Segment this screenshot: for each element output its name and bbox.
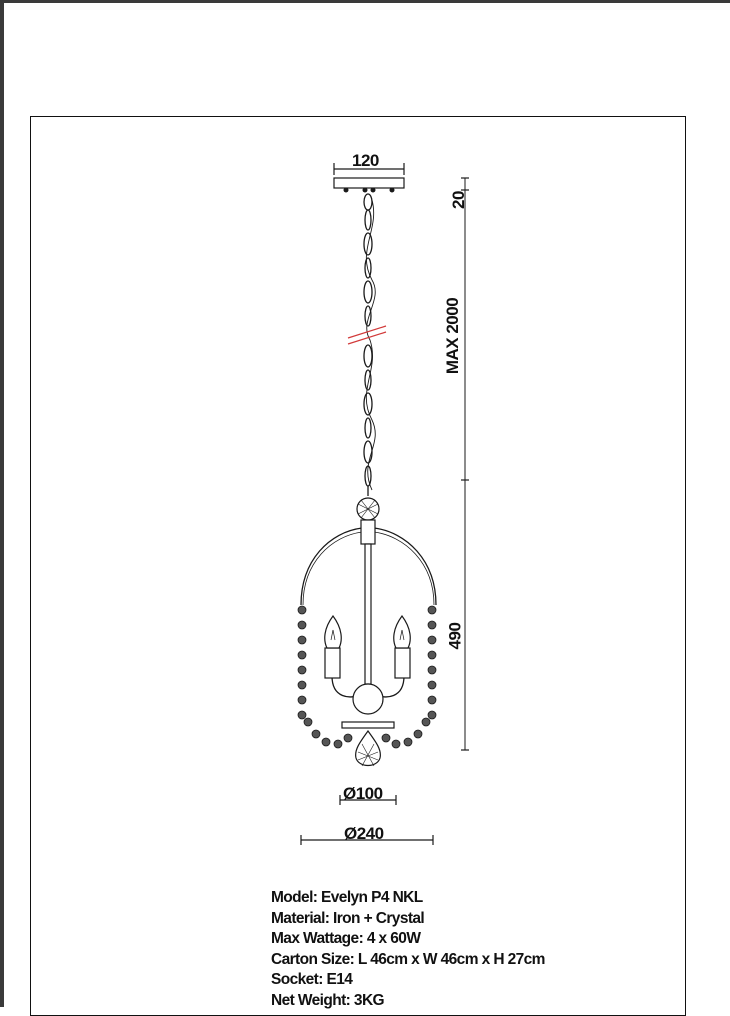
crystal-bead <box>304 718 312 726</box>
crystal-bead <box>298 636 306 644</box>
left-bulb-icon <box>325 616 341 648</box>
base-plate <box>342 722 394 728</box>
crystal-bead <box>428 711 436 719</box>
crystal-bead <box>298 606 306 614</box>
crystal-bead <box>422 718 430 726</box>
crystal-bead <box>298 666 306 674</box>
central-stem <box>365 544 371 684</box>
spec-net-weight: Net Weight: 3KG <box>271 991 384 1009</box>
overall-diameter-label: Ø240 <box>344 824 384 843</box>
body-height-label: 490 <box>445 622 465 650</box>
crystal-bead <box>298 681 306 689</box>
spec-list <box>271 888 545 1011</box>
canopy-screw <box>371 188 376 193</box>
canopy-height-label: 20 <box>448 191 468 209</box>
spec-carton-size: Carton Size: L 46cm x W 46cm x H 27cm <box>271 950 545 968</box>
crystal-bead <box>382 734 390 742</box>
crystal-bead <box>334 740 342 748</box>
crystal-bead <box>312 730 320 738</box>
bottom-crystal-drop <box>356 731 381 766</box>
chain <box>364 194 372 496</box>
canopy-screw <box>390 188 395 193</box>
crystal-bead <box>428 666 436 674</box>
spec-socket: Socket: E14 <box>271 971 353 988</box>
crystal-bead <box>392 740 400 748</box>
canopy-width-label: 120 <box>352 151 379 170</box>
crystal-bead <box>298 711 306 719</box>
crystal-bead <box>298 651 306 659</box>
center-ball <box>353 684 383 714</box>
chain-length-label: MAX 2000 <box>443 297 463 375</box>
left-candle-sleeve <box>325 648 340 678</box>
base-diameter-label: Ø100 <box>343 784 383 803</box>
crystal-bead <box>428 696 436 704</box>
crystal-bead <box>428 621 436 629</box>
crystal-bead <box>428 606 436 614</box>
crystal-bead <box>428 636 436 644</box>
canopy-screw <box>344 188 349 193</box>
crystal-bead <box>298 696 306 704</box>
crystal-bead <box>428 681 436 689</box>
crystal-bead <box>322 738 330 746</box>
crystal-bead <box>428 651 436 659</box>
canopy-screw <box>363 188 368 193</box>
spec-model: Model: Evelyn P4 NKL <box>271 889 423 906</box>
canopy <box>334 178 404 188</box>
right-bulb-icon <box>394 616 410 648</box>
right-candle-sleeve <box>395 648 410 678</box>
frame-hub <box>361 520 375 544</box>
crystal-bead <box>414 730 422 738</box>
crystal-bead <box>298 621 306 629</box>
spec-max-wattage: Max Wattage: 4 x 60W <box>271 930 421 947</box>
crystal-bead <box>404 738 412 746</box>
crystal-bead <box>344 734 352 742</box>
spec-material: Material: Iron + Crystal <box>271 909 425 927</box>
